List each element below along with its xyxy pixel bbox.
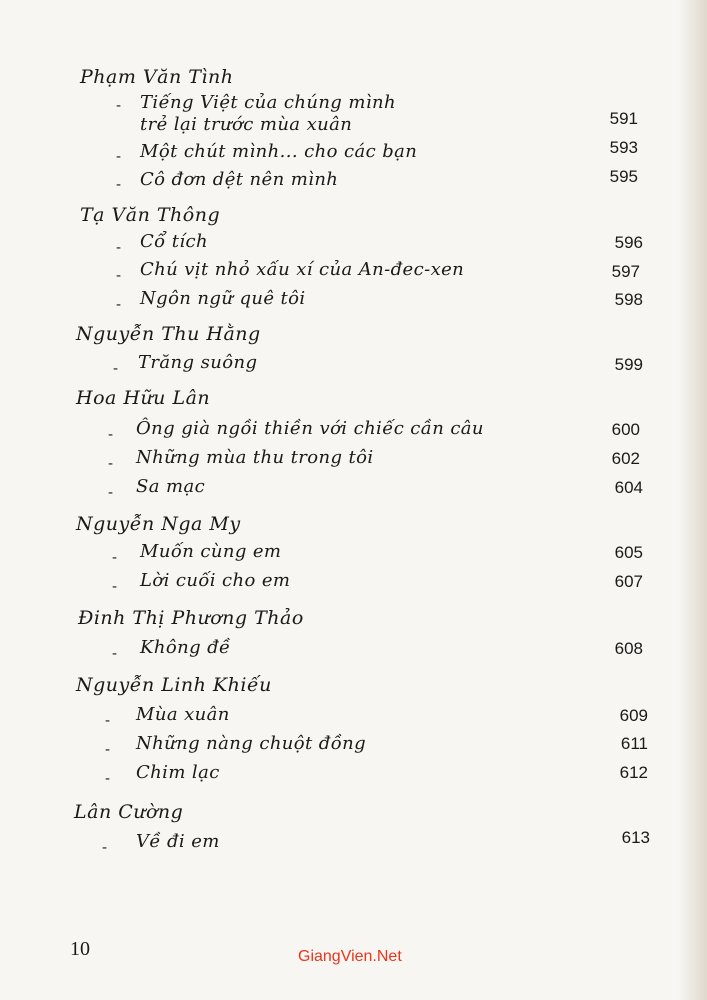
- entry-dash: -: [112, 644, 118, 662]
- entry-title: Cổ tích: [140, 231, 208, 252]
- entry-title: Về đi em: [136, 831, 220, 852]
- entry-title: Chim lạc: [136, 762, 220, 783]
- page-folio-number: 10: [70, 938, 90, 960]
- entry-dash: -: [108, 454, 114, 472]
- entry-page-number: 609: [619, 706, 648, 725]
- entry-title: Trăng suông: [138, 352, 258, 373]
- entry-dash: -: [116, 238, 122, 256]
- entry-title: Những nàng chuột đồng: [136, 733, 367, 754]
- entry-dash: -: [105, 711, 111, 729]
- entry-page-number: 597: [611, 262, 640, 281]
- entry-page-number: 593: [609, 138, 638, 157]
- entry-title: Những mùa thu trong tôi: [136, 447, 374, 468]
- entry-dash: -: [108, 483, 114, 501]
- author-name: Nguyễn Linh Khiếu: [76, 674, 272, 696]
- entry-page-number: 611: [620, 734, 648, 753]
- entry-page-number: 604: [614, 478, 643, 497]
- entry-page-number: 596: [614, 233, 643, 252]
- entry-dash: -: [112, 548, 118, 566]
- entry-dash: -: [105, 740, 111, 758]
- author-name: Nguyễn Nga My: [76, 513, 241, 535]
- entry-page-number: 605: [614, 543, 643, 562]
- entry-title: Ông già ngồi thiền với chiếc cần câu: [136, 418, 484, 439]
- entry-title: Cô đơn dệt nên mình: [140, 169, 339, 190]
- author-name: Phạm Văn Tình: [80, 66, 234, 88]
- entry-dash: -: [105, 769, 111, 787]
- entry-dash: -: [116, 96, 122, 114]
- author-name: Đinh Thị Phương Thảo: [78, 607, 304, 629]
- watermark-text: GiangVien.Net: [298, 948, 402, 965]
- entry-title: Lời cuối cho em: [140, 570, 291, 591]
- entry-title: Tiếng Việt của chúng mình: [140, 92, 396, 113]
- author-name: Hoa Hữu Lân: [76, 387, 211, 409]
- author-name: Nguyễn Thu Hằng: [76, 323, 261, 345]
- entry-dash: -: [102, 838, 108, 856]
- entry-page-number: 602: [611, 449, 640, 468]
- entry-page-number: 607: [614, 572, 643, 591]
- entry-dash: -: [108, 425, 114, 443]
- entry-dash: -: [116, 147, 122, 165]
- author-name: Lân Cường: [74, 801, 184, 823]
- entry-page-number: 613: [621, 828, 650, 847]
- entry-dash: -: [116, 175, 122, 193]
- entry-page-number: 600: [611, 420, 640, 439]
- entry-title: Mùa xuân: [136, 704, 230, 725]
- entry-title: Ngôn ngữ quê tôi: [140, 288, 306, 309]
- entry-dash: -: [116, 266, 122, 284]
- entry-dash: -: [112, 577, 118, 595]
- entry-page-number: 612: [619, 763, 648, 782]
- entry-page-number: 598: [614, 290, 643, 309]
- entry-page-number: 599: [614, 355, 643, 374]
- entry-title: Muốn cùng em: [140, 541, 282, 562]
- entry-title-continued: trẻ lại trước mùa xuân: [140, 114, 353, 135]
- entry-title: Sa mạc: [136, 476, 206, 497]
- entry-title: Chú vịt nhỏ xấu xí của An-đec-xen: [140, 259, 465, 280]
- entry-page-number: 591: [609, 109, 638, 128]
- author-name: Tạ Văn Thông: [80, 204, 221, 226]
- entry-title: Không đề: [140, 637, 231, 658]
- entry-page-number: 608: [614, 639, 643, 658]
- entry-title: Một chút mình... cho các bạn: [140, 141, 418, 162]
- entry-dash: -: [113, 359, 119, 377]
- entry-dash: -: [116, 295, 122, 313]
- entry-page-number: 595: [609, 167, 638, 186]
